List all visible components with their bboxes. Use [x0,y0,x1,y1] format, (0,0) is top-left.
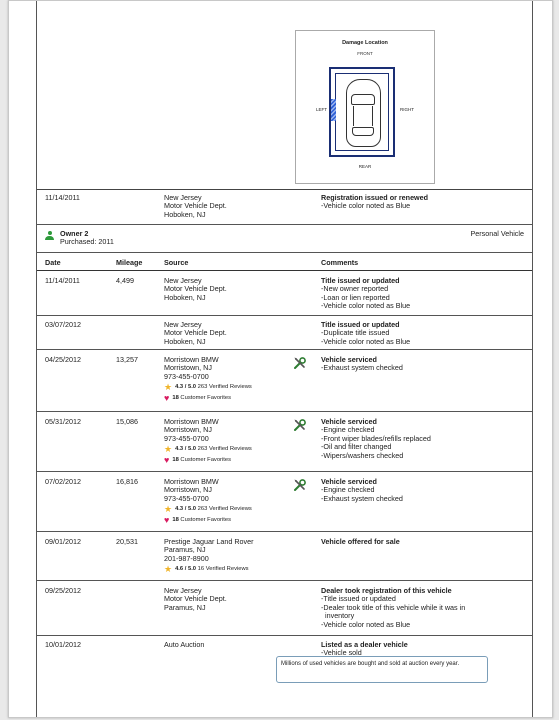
header-source: Source [164,258,189,267]
heart-icon: ♥ [164,514,170,525]
record-row-prev [37,190,532,225]
owner-vehicle-type: Personal Vehicle [470,229,524,238]
damage-right-label: RIGHT [400,107,414,112]
rating-row[interactable]: ★ 4.3 / 5.0 263 Verified Reviews [164,443,252,454]
record-source: New Jersey Motor Vehicle Dept. Hoboken, NJ [164,193,227,219]
record-source: New Jersey Motor Vehicle Dept. Paramus, NJ [164,586,227,612]
person-icon [45,231,54,240]
owner-header [37,225,532,253]
table-row [37,532,532,581]
record-mileage: 4,499 [116,276,134,285]
heart-icon: ♥ [164,454,170,465]
table-row [37,472,532,532]
record-source: Prestige Jaguar Land Rover Paramus, NJ 201-987-8900 ★ 4.6 / 5.0 16 Verified Reviews [164,537,254,574]
table-row [37,412,532,472]
damage-section [37,1,532,190]
record-date: 11/14/2011 [45,276,80,285]
star-icon: ★ [164,443,173,454]
record-comments: Dealer took registration of this vehicle -Title issued or updated -Dealer took title of this vehicle while it was in inventory -Vehicle color noted as Blue [321,586,466,629]
record-source: Auto Auction [164,640,205,649]
record-mileage: 16,816 [116,477,138,486]
table-header [37,253,532,271]
heart-icon: ♥ [164,392,170,403]
record-comments: Vehicle offered for sale [321,537,400,546]
damage-marker [331,99,336,121]
header-mileage: Mileage [116,258,143,267]
record-date: 07/02/2012 [45,477,81,486]
header-comments: Comments [321,258,359,267]
table-row [37,271,532,316]
record-date: 10/01/2012 [45,640,81,649]
report-page [8,0,553,718]
table-row [37,316,532,350]
rating-row[interactable]: ★ 4.6 / 5.0 16 Verified Reviews [164,563,249,574]
car-outline-frame [329,67,395,157]
damage-title: Damage Location [342,40,388,46]
owner-purchased: Purchased: 2011 [60,237,114,246]
wrench-icon [293,356,307,372]
rating-row[interactable]: ★ 4.3 / 5.0 263 Verified Reviews [164,503,252,514]
record-date: 03/07/2012 [45,320,81,329]
record-comments: Title issued or updated -Duplicate title issued -Vehicle color noted as Blue [321,320,411,346]
record-source: Morristown BMW Morristown, NJ 973-455-0700 ★ 4.3 / 5.0 263 Verified Reviews ♥ 18 Customer Favorites [164,477,252,525]
record-comments: Registration issued or renewed -Vehicle color noted as Blue [321,193,429,211]
history-content [37,1,532,696]
record-mileage: 13,257 [116,355,138,364]
right-border-line [532,1,533,717]
favorites-row: ♥ 18 Customer Favorites [164,392,231,403]
star-icon: ★ [164,381,173,392]
record-mileage: 20,531 [116,537,138,546]
record-comments: Listed as a dealer vehicle -Vehicle sold [321,640,408,658]
record-mileage: 15,086 [116,417,138,426]
favorites-row: ♥ 18 Customer Favorites [164,454,231,465]
record-source: New Jersey Motor Vehicle Dept. Hoboken, NJ [164,276,227,302]
damage-left-label: LEFT [316,107,328,112]
table-row [37,581,532,636]
damage-front-label: FRONT [357,51,373,56]
auction-info-note: Millions of used vehicles are bought and sold at auction every year. [276,656,488,683]
record-source: Morristown BMW Morristown, NJ 973-455-0700 ★ 4.3 / 5.0 263 Verified Reviews ♥ 18 Customer Favorites [164,355,252,403]
table-row [37,350,532,412]
star-icon: ★ [164,503,173,514]
record-source: Morristown BMW Morristown, NJ 973-455-0700 ★ 4.3 / 5.0 263 Verified Reviews ♥ 18 Customer Favorites [164,417,252,465]
record-date: 05/31/2012 [45,417,81,426]
record-comments: Vehicle serviced -Engine checked -Front wiper blades/refills replaced -Oil and filter changed -Wipers/washers checked [321,417,431,460]
wrench-icon [293,478,307,494]
record-comments: Title issued or updated -New owner reported -Loan or lien reported -Vehicle color noted as Blue [321,276,411,311]
rating-row[interactable]: ★ 4.3 / 5.0 263 Verified Reviews [164,381,252,392]
wrench-icon [293,418,307,434]
damage-rear-label: REAR [358,164,372,169]
favorites-row: ♥ 18 Customer Favorites [164,514,231,525]
record-comments: Vehicle serviced -Exhaust system checked [321,355,403,373]
record-date: 09/01/2012 [45,537,81,546]
record-date: 09/25/2012 [45,586,81,595]
record-source: New Jersey Motor Vehicle Dept. Hoboken, NJ [164,320,227,346]
record-comments: Vehicle serviced -Engine checked -Exhaust system checked [321,477,403,503]
star-icon: ★ [164,563,173,574]
car-icon [346,79,381,147]
header-date: Date [45,258,61,267]
record-date: 11/14/2011 [45,193,80,202]
damage-location-diagram [295,30,435,184]
owner-name: Owner 2 [60,229,89,238]
record-date: 04/25/2012 [45,355,81,364]
